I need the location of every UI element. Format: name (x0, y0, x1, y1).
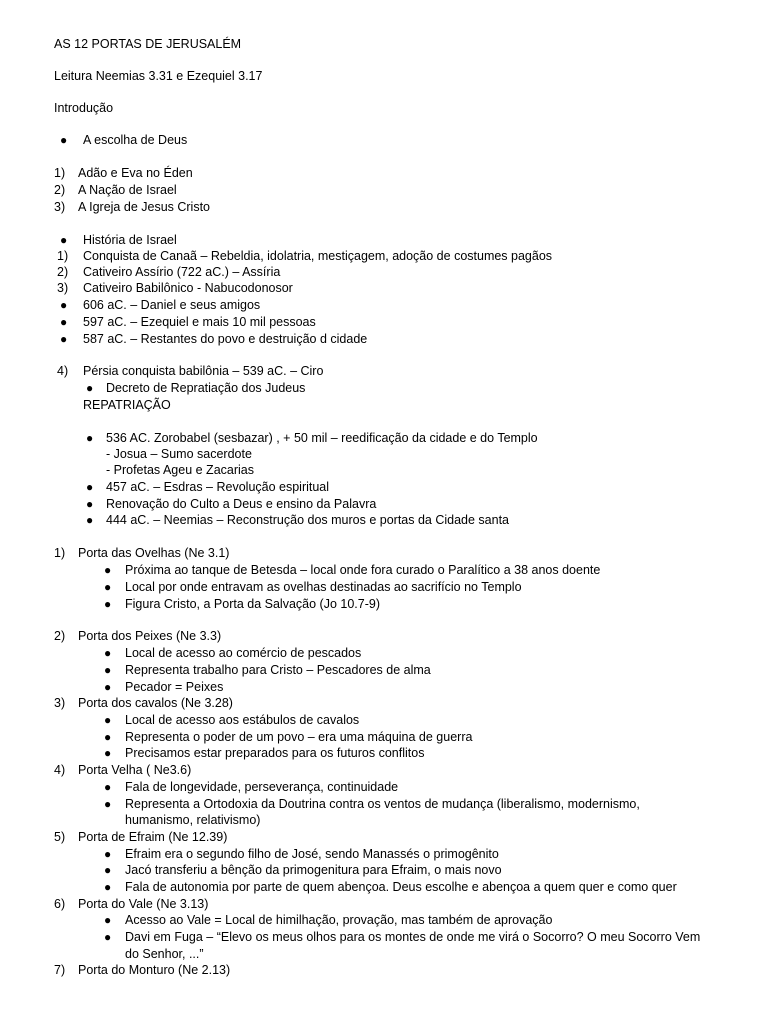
bullet-icon: ● (104, 563, 112, 577)
gate-point: Representa a Ortodoxia da Doutrina contra os ventos de mudança (liberalismo, modernismo, (125, 797, 640, 811)
gate-point: Local por onde entravam as ovelhas destinadas ao sacrifício no Templo (125, 580, 522, 594)
list-item: 444 aC. – Neemias – Reconstrução dos muros e portas da Cidade santa (106, 513, 510, 527)
gate-title: Porta Velha ( Ne3.6) (78, 763, 192, 777)
bullet-icon: ● (86, 480, 94, 494)
gate-title: Porta dos cavalos (Ne 3.28) (78, 696, 233, 710)
list-number: 2) (57, 265, 69, 279)
bullet-icon: ● (104, 597, 112, 611)
bullet-icon: ● (86, 381, 94, 395)
gate-number: 2) (54, 629, 66, 643)
bullet-icon: ● (60, 233, 68, 247)
gate-point: Precisamos estar preparados para os futuros conflitos (125, 746, 425, 760)
list-item: A Nação de Israel (78, 183, 177, 197)
bullet-icon: ● (60, 315, 68, 329)
bullet-icon: ● (104, 880, 112, 894)
bullet-icon: ● (60, 298, 68, 312)
gate-number: 1) (54, 546, 66, 560)
list-item: Conquista de Canaã – Rebeldia, idolatria, mestiçagem, adoção de costumes pagãos (83, 249, 553, 263)
list-number: 4) (57, 364, 69, 378)
bullet-icon: ● (104, 797, 112, 811)
list-item: 587 aC. – Restantes do povo e destruição d cidade (83, 332, 368, 346)
gate-number: 5) (54, 830, 66, 844)
gate-point: Local de acesso aos estábulos de cavalos (125, 713, 360, 727)
bullet-icon: ● (104, 847, 112, 861)
gate-point: Figura Cristo, a Porta da Salvação (Jo 10.7-9) (125, 597, 380, 611)
bullet-icon: ● (104, 780, 112, 794)
gate-point: Fala de longevidade, perseverança, continuidade (125, 780, 399, 794)
section-heading-repatriacao: REPATRIAÇÃO (83, 398, 171, 412)
bullet-icon: ● (104, 863, 112, 877)
list-item: Cativeiro Assírio (722 aC.) – Assíria (83, 265, 281, 279)
gate-point: Acesso ao Vale = Local de himilhação, provação, mas também de aprovação (125, 913, 553, 927)
bullet-icon: ● (104, 713, 112, 727)
document-title: AS 12 PORTAS DE JERUSALÉM (54, 37, 242, 51)
bullet-icon: ● (104, 580, 112, 594)
gate-point: Próxima ao tanque de Betesda – local onde fora curado o Paralítico a 38 anos doente (125, 563, 601, 577)
bullet-icon: ● (104, 746, 112, 760)
list-item: Pérsia conquista babilônia – 539 aC. – Ciro (83, 364, 324, 378)
list-item: Decreto de Repratiação dos Judeus (106, 381, 306, 395)
list-item: 536 AC. Zorobabel (sesbazar) , + 50 mil – reedificação da cidade e do Templo (106, 431, 538, 445)
gate-title: Porta de Efraim (Ne 12.39) (78, 830, 228, 844)
bullet-icon: ● (86, 497, 94, 511)
gate-point: Efraim era o segundo filho de José, sendo Manassés o primogênito (125, 847, 499, 861)
gate-point-continuation: humanismo, relativismo) (125, 813, 261, 827)
bullet-historia: História de Israel (83, 233, 177, 247)
list-item: 457 aC. – Esdras – Revolução espiritual (106, 480, 330, 494)
sub-item: - Profetas Ageu e Zacarias (106, 463, 254, 477)
gate-title: Porta do Vale (Ne 3.13) (78, 897, 209, 911)
list-item: 606 aC. – Daniel e seus amigos (83, 298, 261, 312)
list-number: 3) (57, 281, 69, 295)
bullet-icon: ● (104, 730, 112, 744)
bullet-icon: ● (104, 663, 112, 677)
bullet-icon: ● (86, 513, 94, 527)
gate-title: Porta dos Peixes (Ne 3.3) (78, 629, 222, 643)
gate-number: 6) (54, 897, 66, 911)
reading-reference: Leitura Neemias 3.31 e Ezequiel 3.17 (54, 69, 263, 83)
bullet-icon: ● (60, 133, 68, 147)
gate-point: Representa trabalho para Cristo – Pescadores de alma (125, 663, 431, 677)
list-number: 1) (54, 166, 66, 180)
gate-point-continuation: do Senhor, ...” (125, 947, 204, 961)
list-item: Adão e Eva no Éden (78, 166, 193, 180)
list-number: 2) (54, 183, 66, 197)
bullet-icon: ● (104, 680, 112, 694)
list-item: A Igreja de Jesus Cristo (78, 200, 211, 214)
gate-point: Davi em Fuga – “Elevo os meus olhos para os montes de onde me virá o Socorro? O meu Socorro Vem (125, 930, 701, 944)
gate-title: Porta das Ovelhas (Ne 3.1) (78, 546, 230, 560)
bullet-icon: ● (104, 913, 112, 927)
gate-point: Pecador = Peixes (125, 680, 224, 694)
bullet-icon: ● (104, 646, 112, 660)
sub-item: - Josua – Sumo sacerdote (106, 447, 252, 461)
bullet-escolha: A escolha de Deus (83, 133, 188, 147)
list-number: 1) (57, 249, 69, 263)
gate-number: 7) (54, 963, 66, 977)
list-item: 597 aC. – Ezequiel e mais 10 mil pessoas (83, 315, 316, 329)
gate-title: Porta do Monturo (Ne 2.13) (78, 963, 231, 977)
gate-point: Jacó transferiu a bênção da primogenitura para Efraim, o mais novo (125, 863, 502, 877)
section-heading-introducao: Introdução (54, 101, 114, 115)
gate-point: Local de acesso ao comércio de pescados (125, 646, 362, 660)
bullet-icon: ● (60, 332, 68, 346)
bullet-icon: ● (86, 431, 94, 445)
bullet-icon: ● (104, 930, 112, 944)
gate-number: 4) (54, 763, 66, 777)
list-number: 3) (54, 200, 66, 214)
gate-point: Representa o poder de um povo – era uma máquina de guerra (125, 730, 473, 744)
list-item: Renovação do Culto a Deus e ensino da Palavra (106, 497, 377, 511)
list-item: Cativeiro Babilônico - Nabucodonosor (83, 281, 293, 295)
gate-point: Fala de autonomia por parte de quem abençoa. Deus escolhe e abençoa a quem quer e como quer (125, 880, 677, 894)
gate-number: 3) (54, 696, 66, 710)
